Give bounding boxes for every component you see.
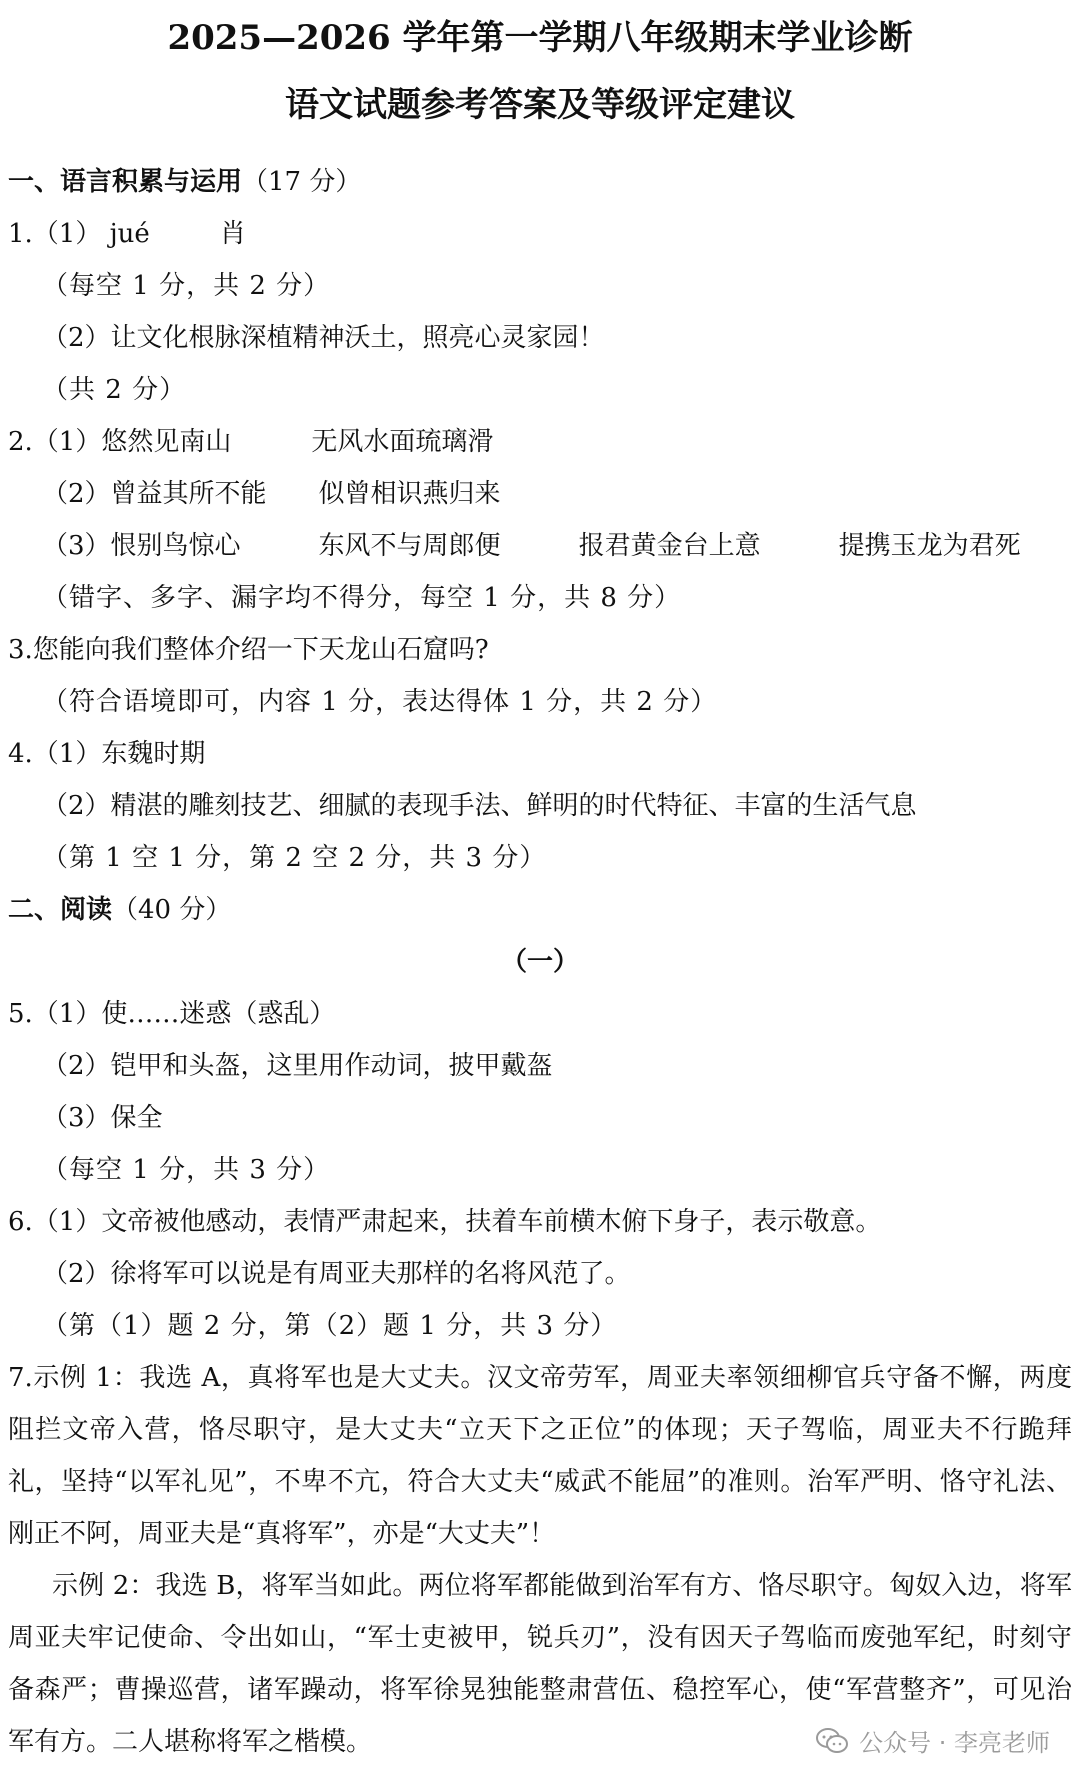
answer-line: 3.您能向我们整体介绍一下天龙山石窟吗? [8, 635, 489, 665]
answer-line [8, 208, 1072, 260]
answer-line [8, 468, 1072, 520]
answer-text: （3）恨别鸟惊心 [42, 531, 241, 561]
watermark [815, 1723, 1050, 1758]
score-note: （每空 1 分，共 2 分） [42, 271, 331, 301]
answer-line [8, 520, 1072, 572]
answer-line: 5.（1）使……迷惑（惑乱） [8, 999, 336, 1029]
section-score: （17 分） [242, 167, 362, 197]
answer-line: （2）让文化根脉深植精神沃土，照亮心灵家园！ [42, 323, 605, 353]
answer-line: （2）铠甲和头盔，这里用作动词，披甲戴盔 [42, 1051, 553, 1081]
wechat-icon [815, 1727, 849, 1755]
answer-line: 4.（1）东魏时期 [8, 739, 206, 769]
answer-line: （2）徐将军可以说是有周亚夫那样的名将风范了。 [42, 1259, 631, 1289]
score-note: （符合语境即可，内容 1 分，表达得体 1 分，共 2 分） [42, 687, 718, 717]
answer-text: 似曾相识燕归来 [318, 479, 501, 509]
score-note: （错字、多字、漏字均不得分，每空 1 分，共 8 分） [42, 583, 682, 613]
subsection-title: （一） [500, 947, 579, 977]
example-paragraph: 示例 2：我选 B，将军当如此。两位将军都能做到治军有方、恪尽职守。匈奴入边，将军周亚夫牢记使命、令出如山，“军士吏被甲，锐兵刃”，没有因天子驾临而废弛军纪，时刻守备森严；曹操巡营，诸军躁动，将军徐晃独能整肃营伍、稳控军心，使“军营整齐”，可见治军有方。二人堪称将军之楷模。 [8, 1571, 1072, 1757]
score-note: （第 1 空 1 分，第 2 空 2 分，共 3 分） [42, 843, 547, 873]
score-note: （第（1）题 2 分，第（2）题 1 分，共 3 分） [42, 1311, 618, 1341]
section-title: 二、阅读 [8, 895, 113, 925]
section-score: （40 分） [112, 895, 232, 925]
section-heading [8, 884, 1072, 936]
answer-text: （2）曾益其所不能 [42, 479, 267, 509]
answer-text: 报君黄金台上意 [578, 531, 761, 561]
document-subtitle: 语文试题参考答案及等级评定建议 [285, 84, 795, 125]
score-note: （共 2 分） [42, 375, 187, 405]
answer-text: 东风不与周郎便 [318, 531, 501, 561]
answer-text: 无风水面琉璃滑 [311, 427, 494, 457]
answer-line [8, 416, 1072, 468]
answer-body [8, 156, 1072, 1768]
answer-text: 提携玉龙为君死 [838, 531, 1021, 561]
answer-text: 肖 [219, 219, 246, 249]
document-title: 2025—2026 学年第一学期八年级期末学业诊断 [167, 18, 913, 58]
answer-text: 1.（1） jué [8, 219, 150, 249]
score-note: （每空 1 分，共 3 分） [42, 1155, 331, 1185]
example-paragraph: 7.示例 1：我选 A，真将军也是大丈夫。汉文帝劳军，周亚夫率领细柳官兵守备不懈，两度阻拦文帝入营，恪尽职守，是大丈夫“立天下之正位”的体现；天子驾临，周亚夫不行跪拜礼，坚持“以军礼见”，不卑不亢，符合大丈夫“威武不能屈”的准则。治军严明、恪守礼法、刚正不阿，周亚夫是“真将军”，亦是“大丈夫”！ [8, 1363, 1072, 1549]
answer-line: 6.（1）文帝被他感动，表情严肃起来，扶着车前横木俯下身子，表示敬意。 [8, 1207, 882, 1237]
answer-line: （3）保全 [42, 1103, 163, 1133]
section-heading [8, 156, 1072, 208]
answer-text: 2.（1）悠然见南山 [8, 427, 232, 457]
answer-line: （2）精湛的雕刻技艺、细腻的表现手法、鲜明的时代特征、丰富的生活气息 [42, 791, 917, 821]
watermark-text: 公众号 · 李亮老师 [859, 1729, 1050, 1757]
section-title: 一、语言积累与运用 [8, 167, 243, 197]
